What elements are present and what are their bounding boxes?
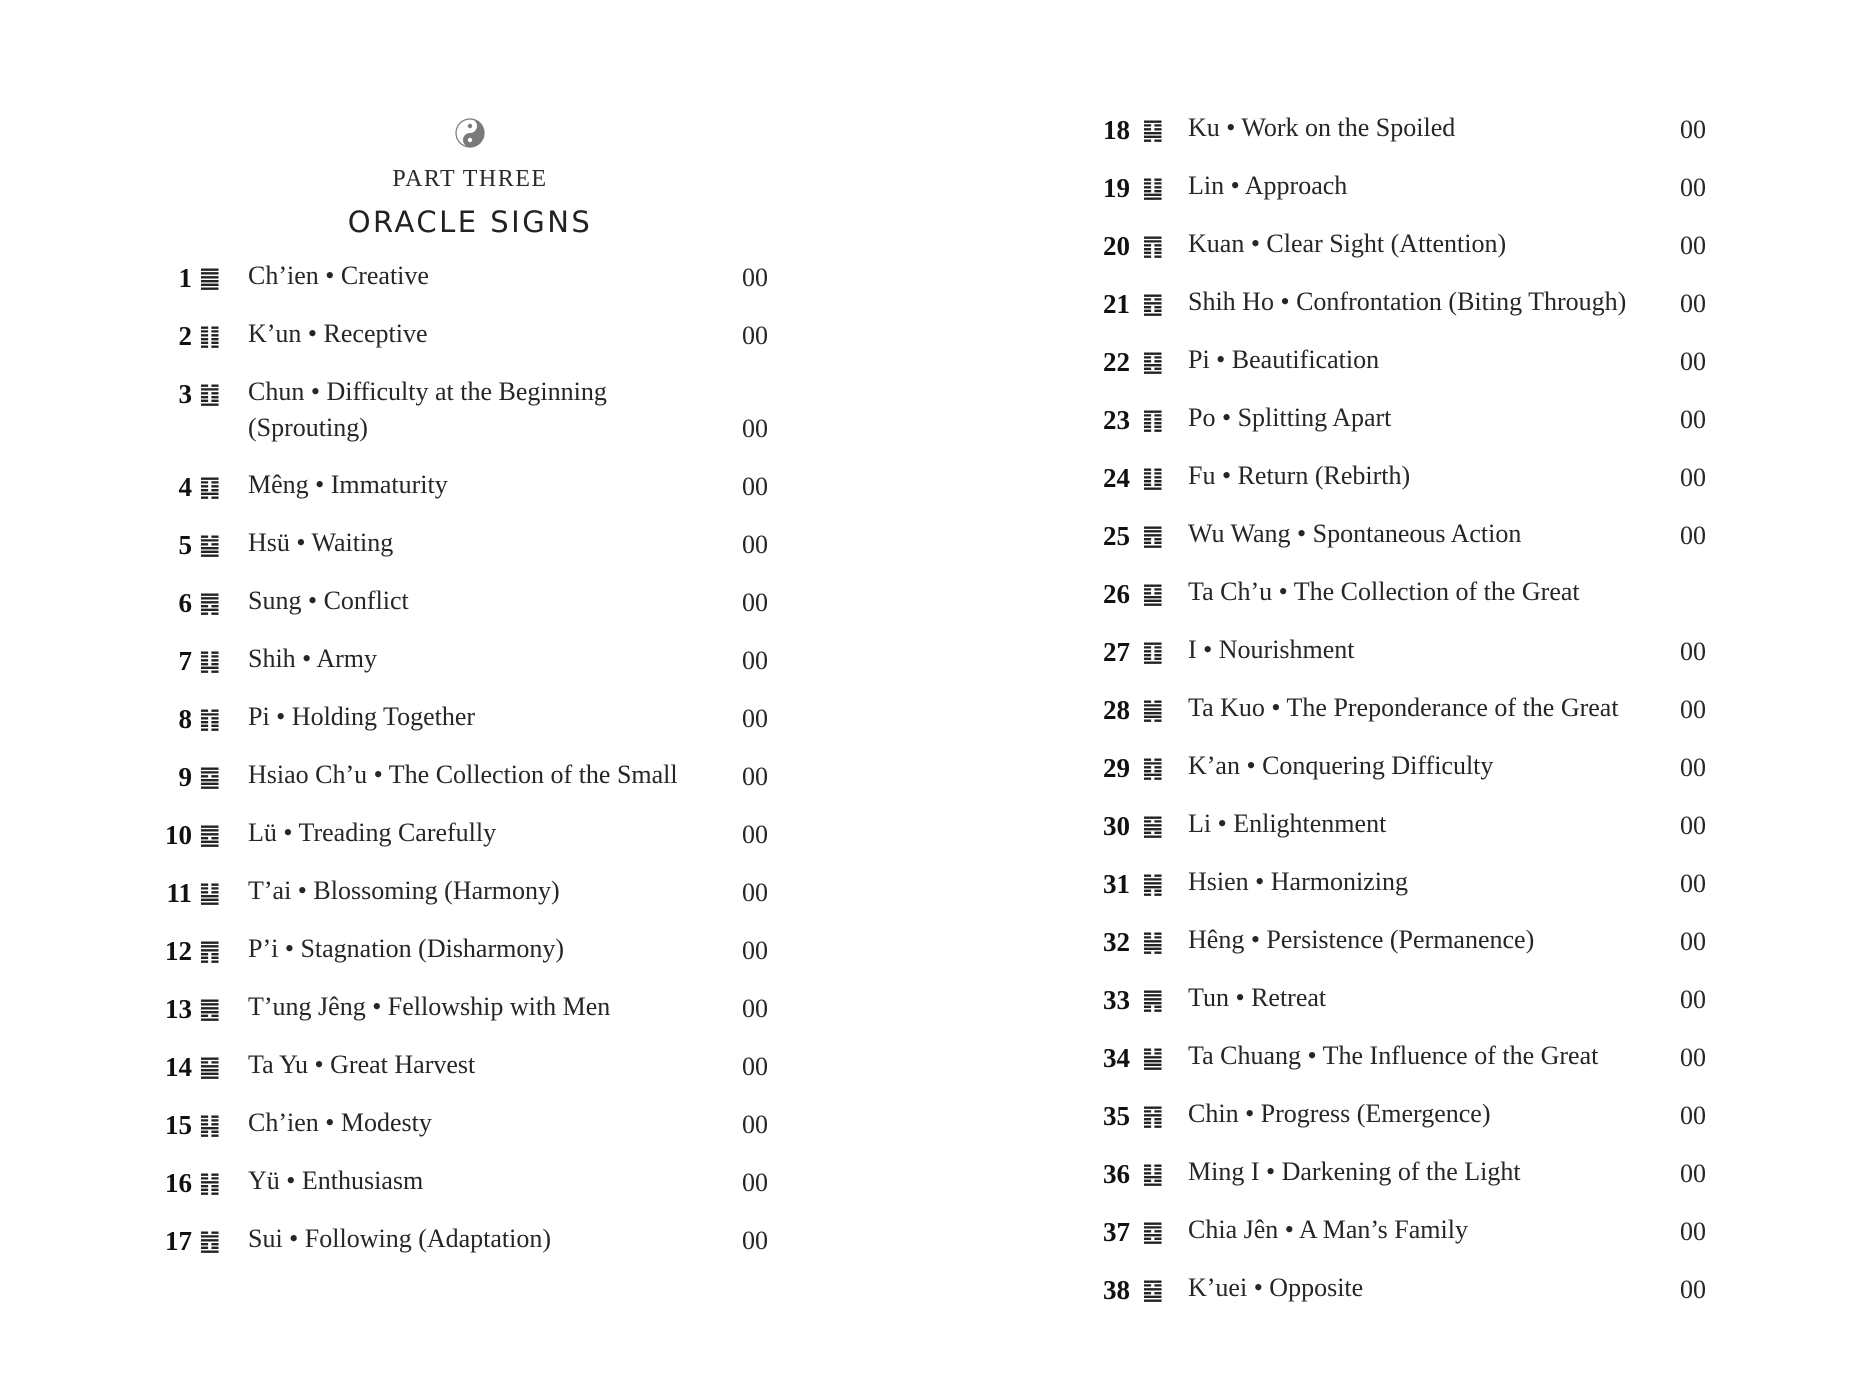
hexagram-icon: ䷋ — [199, 937, 221, 965]
entry-number: 28 — [1103, 695, 1130, 725]
toc-entry[interactable] — [0, 284, 1706, 324]
entry-title: Hsien • Harmonizing — [1188, 867, 1408, 896]
toc-entry[interactable] — [0, 342, 1706, 382]
entry-page-number: 00 — [742, 588, 768, 617]
entry-number: 6 — [178, 588, 192, 618]
hexagram-icon: ䷌ — [199, 995, 221, 1023]
entry-number: 5 — [178, 530, 192, 560]
entry-number: 12 — [165, 936, 192, 966]
entry-title: K’un • Receptive — [248, 319, 428, 348]
entry-number: 17 — [165, 1226, 192, 1256]
entry-page-number: 00 — [1680, 463, 1706, 492]
hexagram-icon: ䷀ — [199, 264, 221, 292]
toc-entry[interactable] — [0, 1038, 1706, 1078]
entry-number: 24 — [1103, 463, 1130, 493]
toc-entry[interactable] — [0, 516, 1706, 556]
entry-page-number: 00 — [1680, 695, 1706, 724]
toc-entry[interactable] — [0, 110, 1706, 150]
entry-number: 37 — [1103, 1217, 1130, 1247]
hexagram-icon: ䷙ — [1142, 580, 1164, 608]
entry-title: Ch’ien • Modesty — [248, 1108, 432, 1137]
entry-page-number: 00 — [742, 936, 768, 965]
entry-page-number: 00 — [1680, 753, 1706, 782]
entry-title: Chia Jên • A Man’s Family — [1188, 1215, 1468, 1244]
entry-page-number: 00 — [742, 472, 768, 501]
entry-number: 20 — [1103, 231, 1130, 261]
hexagram-icon: ䷇ — [199, 705, 221, 733]
hexagram-icon: ䷠ — [1142, 986, 1164, 1014]
toc-entry[interactable] — [0, 574, 1580, 614]
hexagram-icon: ䷑ — [1142, 116, 1164, 144]
entry-number: 31 — [1103, 869, 1130, 899]
entry-title: Li • Enlightenment — [1188, 809, 1387, 838]
hexagram-icon: ䷅ — [199, 589, 221, 617]
entry-number: 9 — [178, 762, 192, 792]
entry-page-number: 00 — [1680, 869, 1706, 898]
entry-page-number: 00 — [742, 1052, 768, 1081]
entry-title: Chun • Difficulty at the Beginning — [248, 377, 607, 406]
entry-title: Kuan • Clear Sight (Attention) — [1188, 229, 1507, 258]
entry-number: 36 — [1103, 1159, 1130, 1189]
entry-page-number: 00 — [742, 878, 768, 907]
entry-page-number: 00 — [742, 414, 768, 443]
entry-page-number: 00 — [1680, 637, 1706, 666]
entry-page-number: 00 — [742, 1226, 768, 1255]
entry-page-number: 00 — [1680, 231, 1706, 260]
entry-page-number: 00 — [1680, 1043, 1706, 1072]
entry-page-number: 00 — [742, 263, 768, 292]
entry-number: 25 — [1103, 521, 1130, 551]
hexagram-icon: ䷣ — [1142, 1160, 1164, 1188]
entry-number: 3 — [178, 379, 192, 409]
entry-number: 11 — [166, 878, 192, 908]
part-label: PART THREE — [392, 166, 548, 192]
entry-title: Chin • Progress (Emergence) — [1188, 1099, 1491, 1128]
hexagram-icon: ䷜ — [1142, 754, 1164, 782]
entry-title: Ta Ch’u • The Collection of the Great — [1188, 577, 1580, 606]
hexagram-icon: ䷚ — [1142, 638, 1164, 666]
hexagram-icon: ䷛ — [1142, 696, 1164, 724]
entry-number: 16 — [165, 1168, 192, 1198]
toc-entry[interactable] — [0, 980, 1706, 1020]
hexagram-icon: ䷟ — [1142, 928, 1164, 956]
toc-entry[interactable] — [0, 1212, 1706, 1252]
entry-title: I • Nourishment — [1188, 635, 1355, 664]
entry-number: 13 — [165, 994, 192, 1024]
entry-number: 27 — [1103, 637, 1130, 667]
hexagram-icon: ䷢ — [1142, 1102, 1164, 1130]
toc-entry[interactable] — [0, 458, 1706, 498]
entry-number: 2 — [178, 321, 192, 351]
entry-number: 21 — [1103, 289, 1130, 319]
toc-entry[interactable] — [0, 168, 1706, 208]
entry-number: 32 — [1103, 927, 1130, 957]
hexagram-icon: ䷃ — [199, 473, 221, 501]
hexagram-icon: ䷆ — [199, 647, 221, 675]
hexagram-icon: ䷎ — [199, 1111, 221, 1139]
toc-entry[interactable] — [0, 864, 1706, 904]
hexagram-icon: ䷈ — [199, 763, 221, 791]
hexagram-icon: ䷊ — [199, 879, 221, 907]
entry-title: Sung • Conflict — [248, 586, 409, 615]
toc-entry[interactable] — [0, 1154, 1706, 1194]
toc-entry[interactable] — [0, 690, 1706, 730]
hexagram-icon: ䷖ — [1142, 406, 1164, 434]
entry-page-number: 00 — [1680, 1217, 1706, 1246]
entry-title: Hêng • Persistence (Permanence) — [1188, 925, 1535, 954]
entry-number: 22 — [1103, 347, 1130, 377]
entry-page-number: 00 — [1680, 811, 1706, 840]
entry-number: 7 — [178, 646, 192, 676]
entry-number: 35 — [1103, 1101, 1130, 1131]
hexagram-icon: ䷂ — [199, 380, 221, 408]
entry-number: 14 — [165, 1052, 192, 1082]
entry-title: Pi • Holding Together — [248, 702, 476, 731]
hexagram-icon: ䷞ — [1142, 870, 1164, 898]
entry-number: 23 — [1103, 405, 1130, 435]
entry-page-number: 00 — [742, 704, 768, 733]
entry-title: Hsiao Ch’u • The Collection of the Small — [248, 760, 678, 789]
toc-entry[interactable] — [0, 922, 1706, 962]
hexagram-icon: ䷗ — [1142, 464, 1164, 492]
entry-number: 4 — [178, 472, 192, 502]
hexagram-icon: ䷕ — [1142, 348, 1164, 376]
entry-page-number: 00 — [1680, 521, 1706, 550]
entry-title: Shih Ho • Confrontation (Biting Through) — [1188, 287, 1627, 316]
entry-title: Fu • Return (Rebirth) — [1188, 461, 1411, 490]
hexagram-icon: ䷐ — [199, 1227, 221, 1255]
entry-page-number: 00 — [742, 321, 768, 350]
entry-title: P’i • Stagnation (Disharmony) — [248, 934, 565, 963]
entry-title: Ta Yu • Great Harvest — [248, 1050, 476, 1079]
entry-page-number: 00 — [1680, 1101, 1706, 1130]
toc-entry[interactable] — [0, 806, 1706, 846]
hexagram-icon: ䷍ — [199, 1053, 221, 1081]
entry-page-number: 00 — [1680, 405, 1706, 434]
hexagram-icon: ䷓ — [1142, 232, 1164, 260]
entry-title: Pi • Beautification — [1188, 345, 1380, 374]
entry-title: Sui • Following (Adaptation) — [248, 1224, 552, 1253]
hexagram-icon: ䷘ — [1142, 522, 1164, 550]
entry-title: Yü • Enthusiasm — [248, 1166, 424, 1195]
toc-entry[interactable] — [0, 400, 1706, 440]
entry-title: Hsü • Waiting — [248, 528, 394, 557]
entry-title: Wu Wang • Spontaneous Action — [1188, 519, 1522, 548]
hexagram-icon: ䷡ — [1142, 1044, 1164, 1072]
entry-page-number: 00 — [1680, 985, 1706, 1014]
entry-title: Tun • Retreat — [1188, 983, 1327, 1012]
toc-entry[interactable] — [0, 226, 1706, 266]
entry-number: 33 — [1103, 985, 1130, 1015]
entry-title: Ku • Work on the Spoiled — [1188, 113, 1456, 142]
entry-number: 1 — [178, 263, 192, 293]
entry-page-number: 00 — [1680, 927, 1706, 956]
entry-title: Ta Kuo • The Preponderance of the Great — [1188, 693, 1619, 722]
hexagram-icon: ䷏ — [199, 1169, 221, 1197]
entry-number: 8 — [178, 704, 192, 734]
hexagram-icon: ䷉ — [199, 821, 221, 849]
entry-page-number: 00 — [742, 820, 768, 849]
entry-page-number: 00 — [742, 762, 768, 791]
entry-title: T’ung Jêng • Fellowship with Men — [248, 992, 611, 1021]
entry-page-number: 00 — [1680, 289, 1706, 318]
entry-title-continued: (Sprouting) — [248, 413, 368, 442]
hexagram-icon: ䷔ — [1142, 290, 1164, 318]
entry-page-number: 00 — [742, 1168, 768, 1197]
entry-title: Ch’ien • Creative — [248, 261, 429, 290]
entry-number: 10 — [165, 820, 192, 850]
entry-number: 15 — [165, 1110, 192, 1140]
toc-entry[interactable] — [0, 1270, 1706, 1310]
entry-title: Po • Splitting Apart — [1188, 403, 1392, 432]
hexagram-icon: ䷁ — [199, 322, 221, 350]
entry-page-number: 00 — [742, 530, 768, 559]
entry-page-number: 00 — [742, 646, 768, 675]
toc-entry[interactable] — [0, 632, 1706, 672]
entry-title: Ming I • Darkening of the Light — [1188, 1157, 1521, 1186]
entry-title: Shih • Army — [248, 644, 378, 673]
entry-title: K’an • Conquering Difficulty — [1188, 751, 1494, 780]
entry-title: Ta Chuang • The Influence of the Great — [1188, 1041, 1599, 1070]
entry-page-number: 00 — [1680, 347, 1706, 376]
entry-page-number: 00 — [1680, 115, 1706, 144]
entry-page-number: 00 — [1680, 1275, 1706, 1304]
hexagram-icon: ䷤ — [1142, 1218, 1164, 1246]
hexagram-icon: ䷄ — [199, 531, 221, 559]
entry-title: Lin • Approach — [1188, 171, 1348, 200]
entry-page-number: 00 — [1680, 1159, 1706, 1188]
hexagram-icon: ䷝ — [1142, 812, 1164, 840]
entry-number: 18 — [1103, 115, 1130, 145]
page-title: ORACLE SIGNS — [347, 205, 593, 239]
entry-page-number: 00 — [742, 994, 768, 1023]
hexagram-icon: ䷥ — [1142, 1276, 1164, 1304]
entry-page-number: 00 — [742, 1110, 768, 1139]
toc-entry[interactable] — [0, 1096, 1706, 1136]
entry-number: 29 — [1103, 753, 1130, 783]
entry-number: 19 — [1103, 173, 1130, 203]
entry-title: T’ai • Blossoming (Harmony) — [248, 876, 560, 905]
entry-title: K’uei • Opposite — [1188, 1273, 1364, 1302]
entry-title: Mêng • Immaturity — [248, 470, 448, 499]
entry-title: Lü • Treading Carefully — [248, 818, 497, 847]
entry-page-number: 00 — [1680, 173, 1706, 202]
entry-number: 26 — [1103, 579, 1130, 609]
entry-number: 38 — [1103, 1275, 1130, 1305]
entry-number: 34 — [1103, 1043, 1130, 1073]
toc-entry[interactable] — [0, 748, 1706, 788]
hexagram-icon: ䷒ — [1142, 174, 1164, 202]
entry-number: 30 — [1103, 811, 1130, 841]
